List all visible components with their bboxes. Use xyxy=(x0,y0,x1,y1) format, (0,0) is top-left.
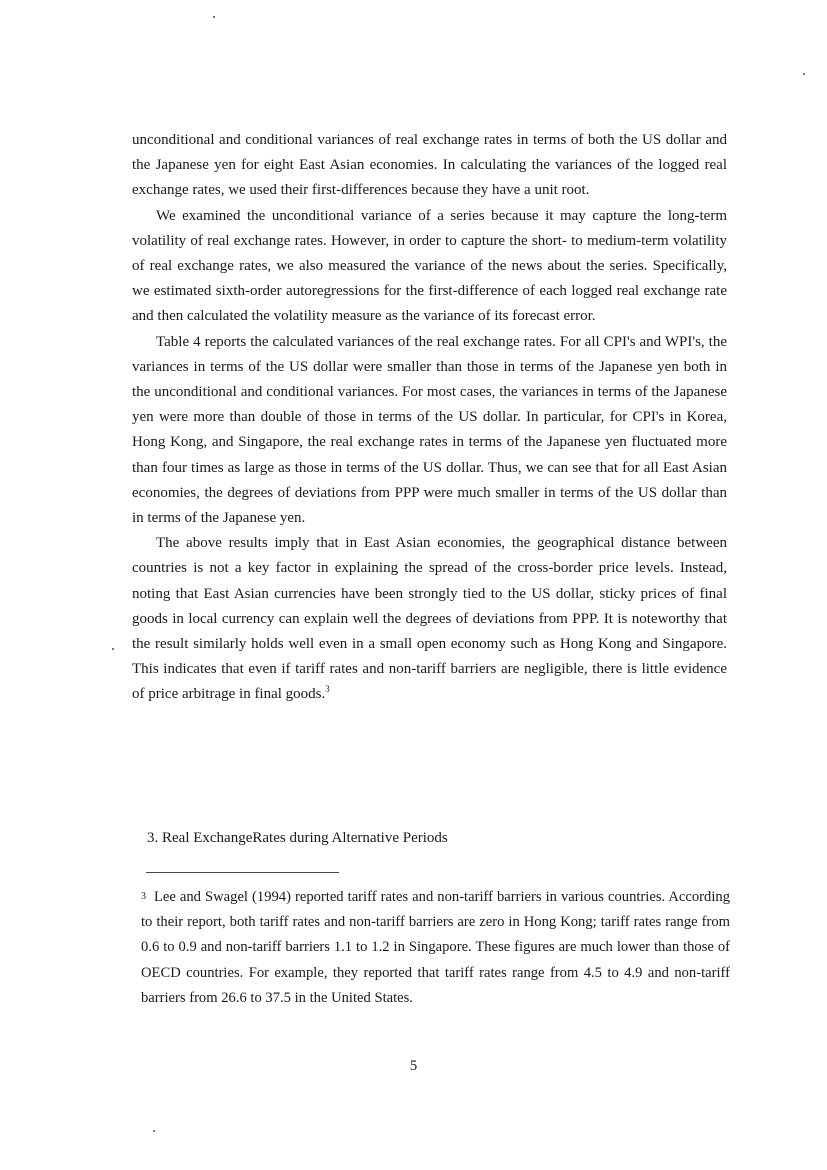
scan-speck xyxy=(112,648,114,650)
paragraph-1: unconditional and conditional variances of real exchange rates in terms of both the US dollar and the Japanese yen for eight East Asian economies. In calculating the variances of the logged real exchange rates, we used their first-differences because they have a unit root. xyxy=(132,132,727,199)
scan-speck xyxy=(213,16,215,18)
scan-speck xyxy=(153,1130,155,1132)
footnote-reference[interactable]: 3 xyxy=(325,684,330,695)
paragraph-3: Table 4 reports the calculated variances of the real exchange rates. For all CPI's and WPI's, the variances in terms of the US dollar were smaller than those in terms of the Japanese yen both in the unconditional and conditional variances. For most cases, the variances in terms of the Japanese yen were more than double of those in terms of the US dollar. In particular, for CPI's in Korea, Hong Kong, and Singapore, the real exchange rates in terms of the Japanese yen fluctuated more than four times as large as those in terms of the US dollar. Thus, we can see that for all East Asian economies, the degrees of deviations from PPP were much smaller in terms of the US dollar than in terms of the Japanese yen. xyxy=(132,333,727,527)
footnote-divider xyxy=(146,872,339,873)
footnote-text: Lee and Swagel (1994) reported tariff rates and non-tariff barriers in various countries. According to their report, both tariff rates and non-tariff barriers are zero in Hong Kong; tariff rates range from 0.6 to 0.9 and non-tariff barriers 1.1 to 1.2 in Singapore. These figures are much lower than those of OECD countries. For example, they reported that tariff rates range from 4.5 to 4.9 and non-tariff barriers from 26.6 to 37.5 in the United States. xyxy=(141,889,730,1006)
paragraph-2: We examined the unconditional variance of a series because it may capture the long-term volatility of real exchange rates. However, in order to capture the short- to medium-term volatility of real exchange rates, we also measured the variance of the news about the series. Specifically, we estimated sixth-order autoregressions for the first-difference of each logged real exchange rate and then calculated the volatility measure as the variance of its forecast error. xyxy=(132,207,727,325)
footnote xyxy=(141,884,730,1011)
footnote-mark: 3 xyxy=(141,891,146,902)
body-text xyxy=(132,128,727,708)
paragraph-4-text: The above results imply that in East Asian economies, the geographical distance between countries is not a key factor in explaining the spread of the cross-border price levels. Instead, noting that East Asian currencies have been strongly tied to the US dollar, sticky prices of final goods in local currency can explain well the degrees of deviations from PPP. It is noteworthy that the result similarly holds well even in a small open economy such as Hong Kong and Singapore. This indicates that even if tariff rates and non-tariff barriers are negligible, there is little evidence of price arbitrage in final goods. xyxy=(132,535,727,703)
scan-speck xyxy=(803,73,805,75)
paragraph-4 xyxy=(132,531,727,707)
section-heading: 3. Real ExchangeRates during Alternative Periods xyxy=(147,830,448,846)
page-number: 5 xyxy=(409,1058,418,1074)
